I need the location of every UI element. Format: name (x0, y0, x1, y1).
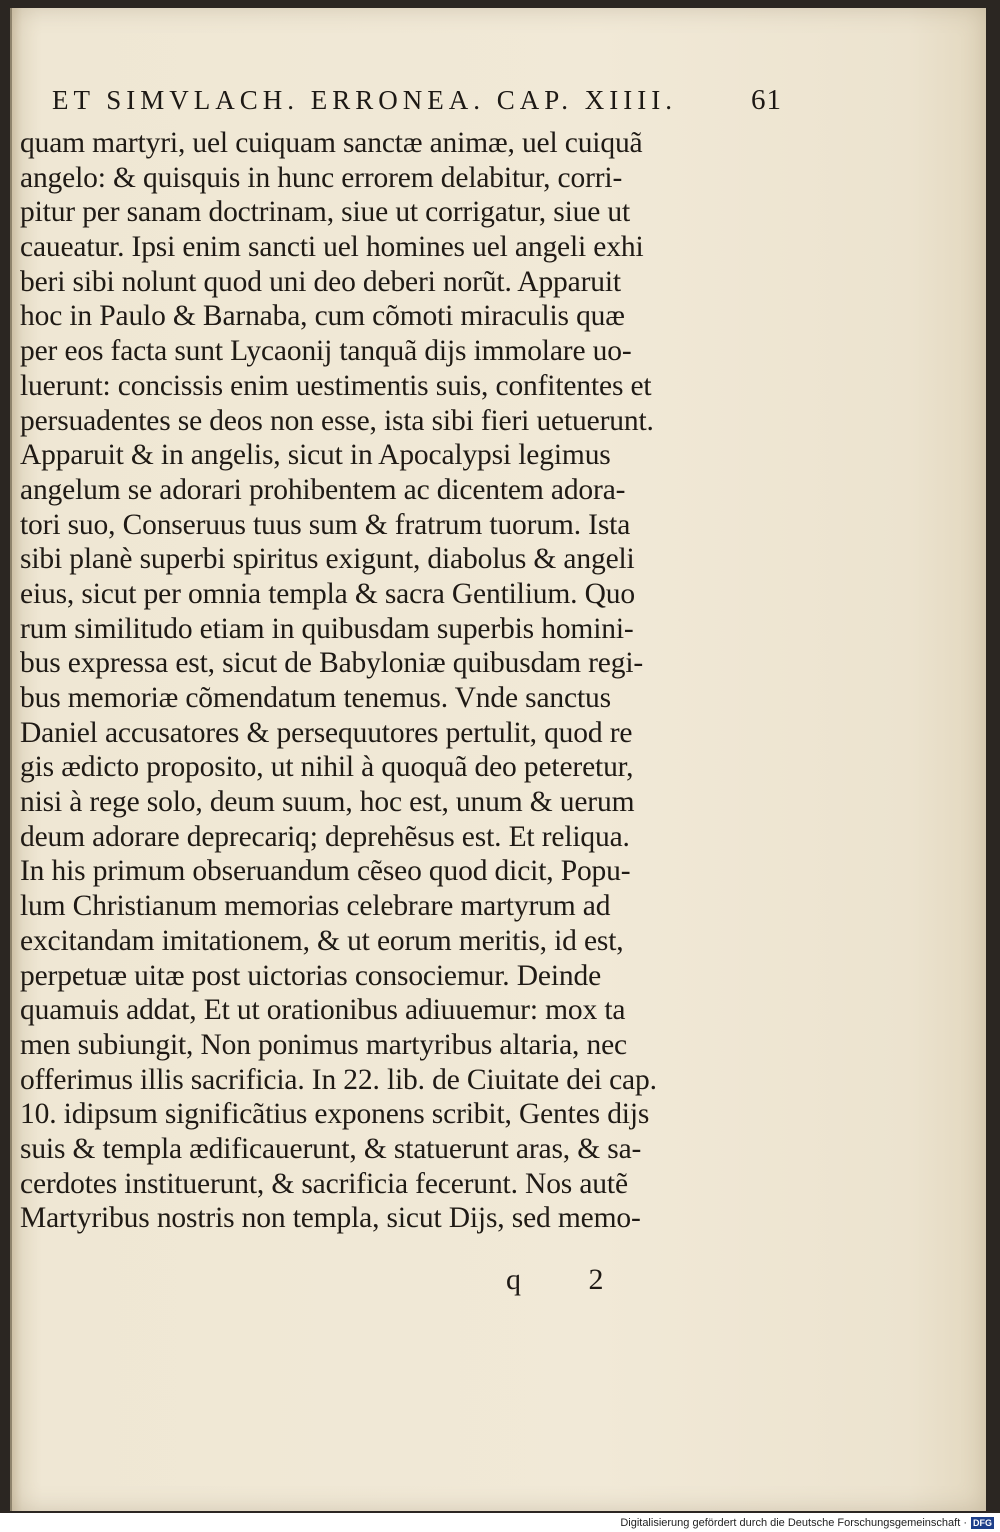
text-line: eius, sicut per omnia templa & sacra Gentilium. Quo (20, 577, 635, 610)
text-line: In his primum obseruandum cẽseo quod dicit, Popu- (20, 855, 631, 888)
book-page (10, 8, 986, 1511)
text-line: pitur per sanam doctrinam, siue ut corrigatur, siue ut (20, 196, 631, 229)
text-line: luerunt: concissis enim uestimentis suis, confitentes et (20, 369, 652, 402)
text-line: nisi à rege solo, deum suum, hoc est, unum & uerum (20, 786, 635, 819)
text-line: hoc in Paulo & Barnaba, cum cõmoti miraculis quæ (20, 300, 625, 333)
text-line: angelo: & quisquis in hunc errorem delabitur, corri- (20, 161, 623, 194)
text-line: quamuis addat, Et ut orationibus adiuuemur: mox ta (20, 994, 626, 1027)
text-line: men subiungit, Non ponimus martyribus altaria, nec (20, 1028, 627, 1061)
text-line: caueatur. Ipsi enim sancti uel homines uel angeli exhi (20, 231, 644, 264)
signature-mark: q 2 (506, 1263, 634, 1296)
running-head-title: ET SIMVLACH. ERRONEA. CAP. XIIII. (52, 84, 678, 115)
text-line: Apparuit & in angelis, sicut in Apocalypsi legimus (20, 439, 611, 472)
text-line: perpetuæ uitæ post uictorias consociemur. Deinde (20, 959, 602, 992)
text-line: bus memoriæ cõmendatum tenemus. Vnde sanctus (20, 682, 611, 714)
text-line: per eos facta sunt Lycaonij tanquã dijs immolare uo- (20, 335, 632, 368)
text-line: excitandam imitationem, & ut eorum meritis, id est, (20, 924, 624, 957)
running-head (52, 78, 782, 122)
text-line: quam martyri, uel cuiquam sanctæ animæ, uel cuiquã (20, 127, 643, 159)
text-line: sibi planè superbi spiritus exigunt, diabolus & angeli (20, 543, 635, 576)
text-line: offerimus illis sacrificia. In 22. lib. de Ciuitate dei cap. (20, 1063, 657, 1096)
page-number: 61 (751, 83, 782, 116)
dfg-logo: DFG (973, 1517, 992, 1528)
text-block (20, 126, 720, 1236)
text-line: deum adorare deprecariq; deprehẽsus est. Et reliqua. (20, 820, 630, 853)
text-line: persuadentes se deos non esse, ista sibi fieri uetuerunt. (20, 404, 654, 437)
text-line: beri sibi nolunt quod uni deo deberi norũt. Apparuit (20, 265, 621, 298)
footer-bar (0, 1513, 1000, 1532)
text-line: gis ædicto proposito, ut nihil à quoquã deo peteretur, (20, 751, 634, 784)
text-line: cerdotes instituerunt, & sacrificia fecerunt. Nos autẽ (20, 1167, 628, 1200)
text-line: bus expressa est, sicut de Babyloniæ quibusdam regi- (20, 647, 644, 680)
funding-credit: Digitalisierung gefördert durch die Deutsche Forschungsgemeinschaft · (620, 1516, 967, 1529)
text-line: angelum se adorari prohibentem ac dicentem adora- (20, 473, 626, 506)
text-line: suis & templa ædificauerunt, & statuerunt aras, & sa- (20, 1132, 642, 1165)
text-line: lum Christianum memorias celebrare martyrum ad (20, 890, 611, 923)
text-line: tori suo, Conseruus tuus sum & fratrum tuorum. Ista (20, 508, 631, 541)
text-line: Daniel accusatores & persequutores pertulit, quod re (20, 716, 633, 749)
text-line: rum similitudo etiam in quibusdam superbis homini- (20, 612, 634, 645)
text-line: 10. idipsum significãtius exponens scribit, Gentes dijs (20, 1098, 650, 1131)
text-line: Martyribus nostris non templa, sicut Dijs, sed memo- (20, 1202, 641, 1235)
